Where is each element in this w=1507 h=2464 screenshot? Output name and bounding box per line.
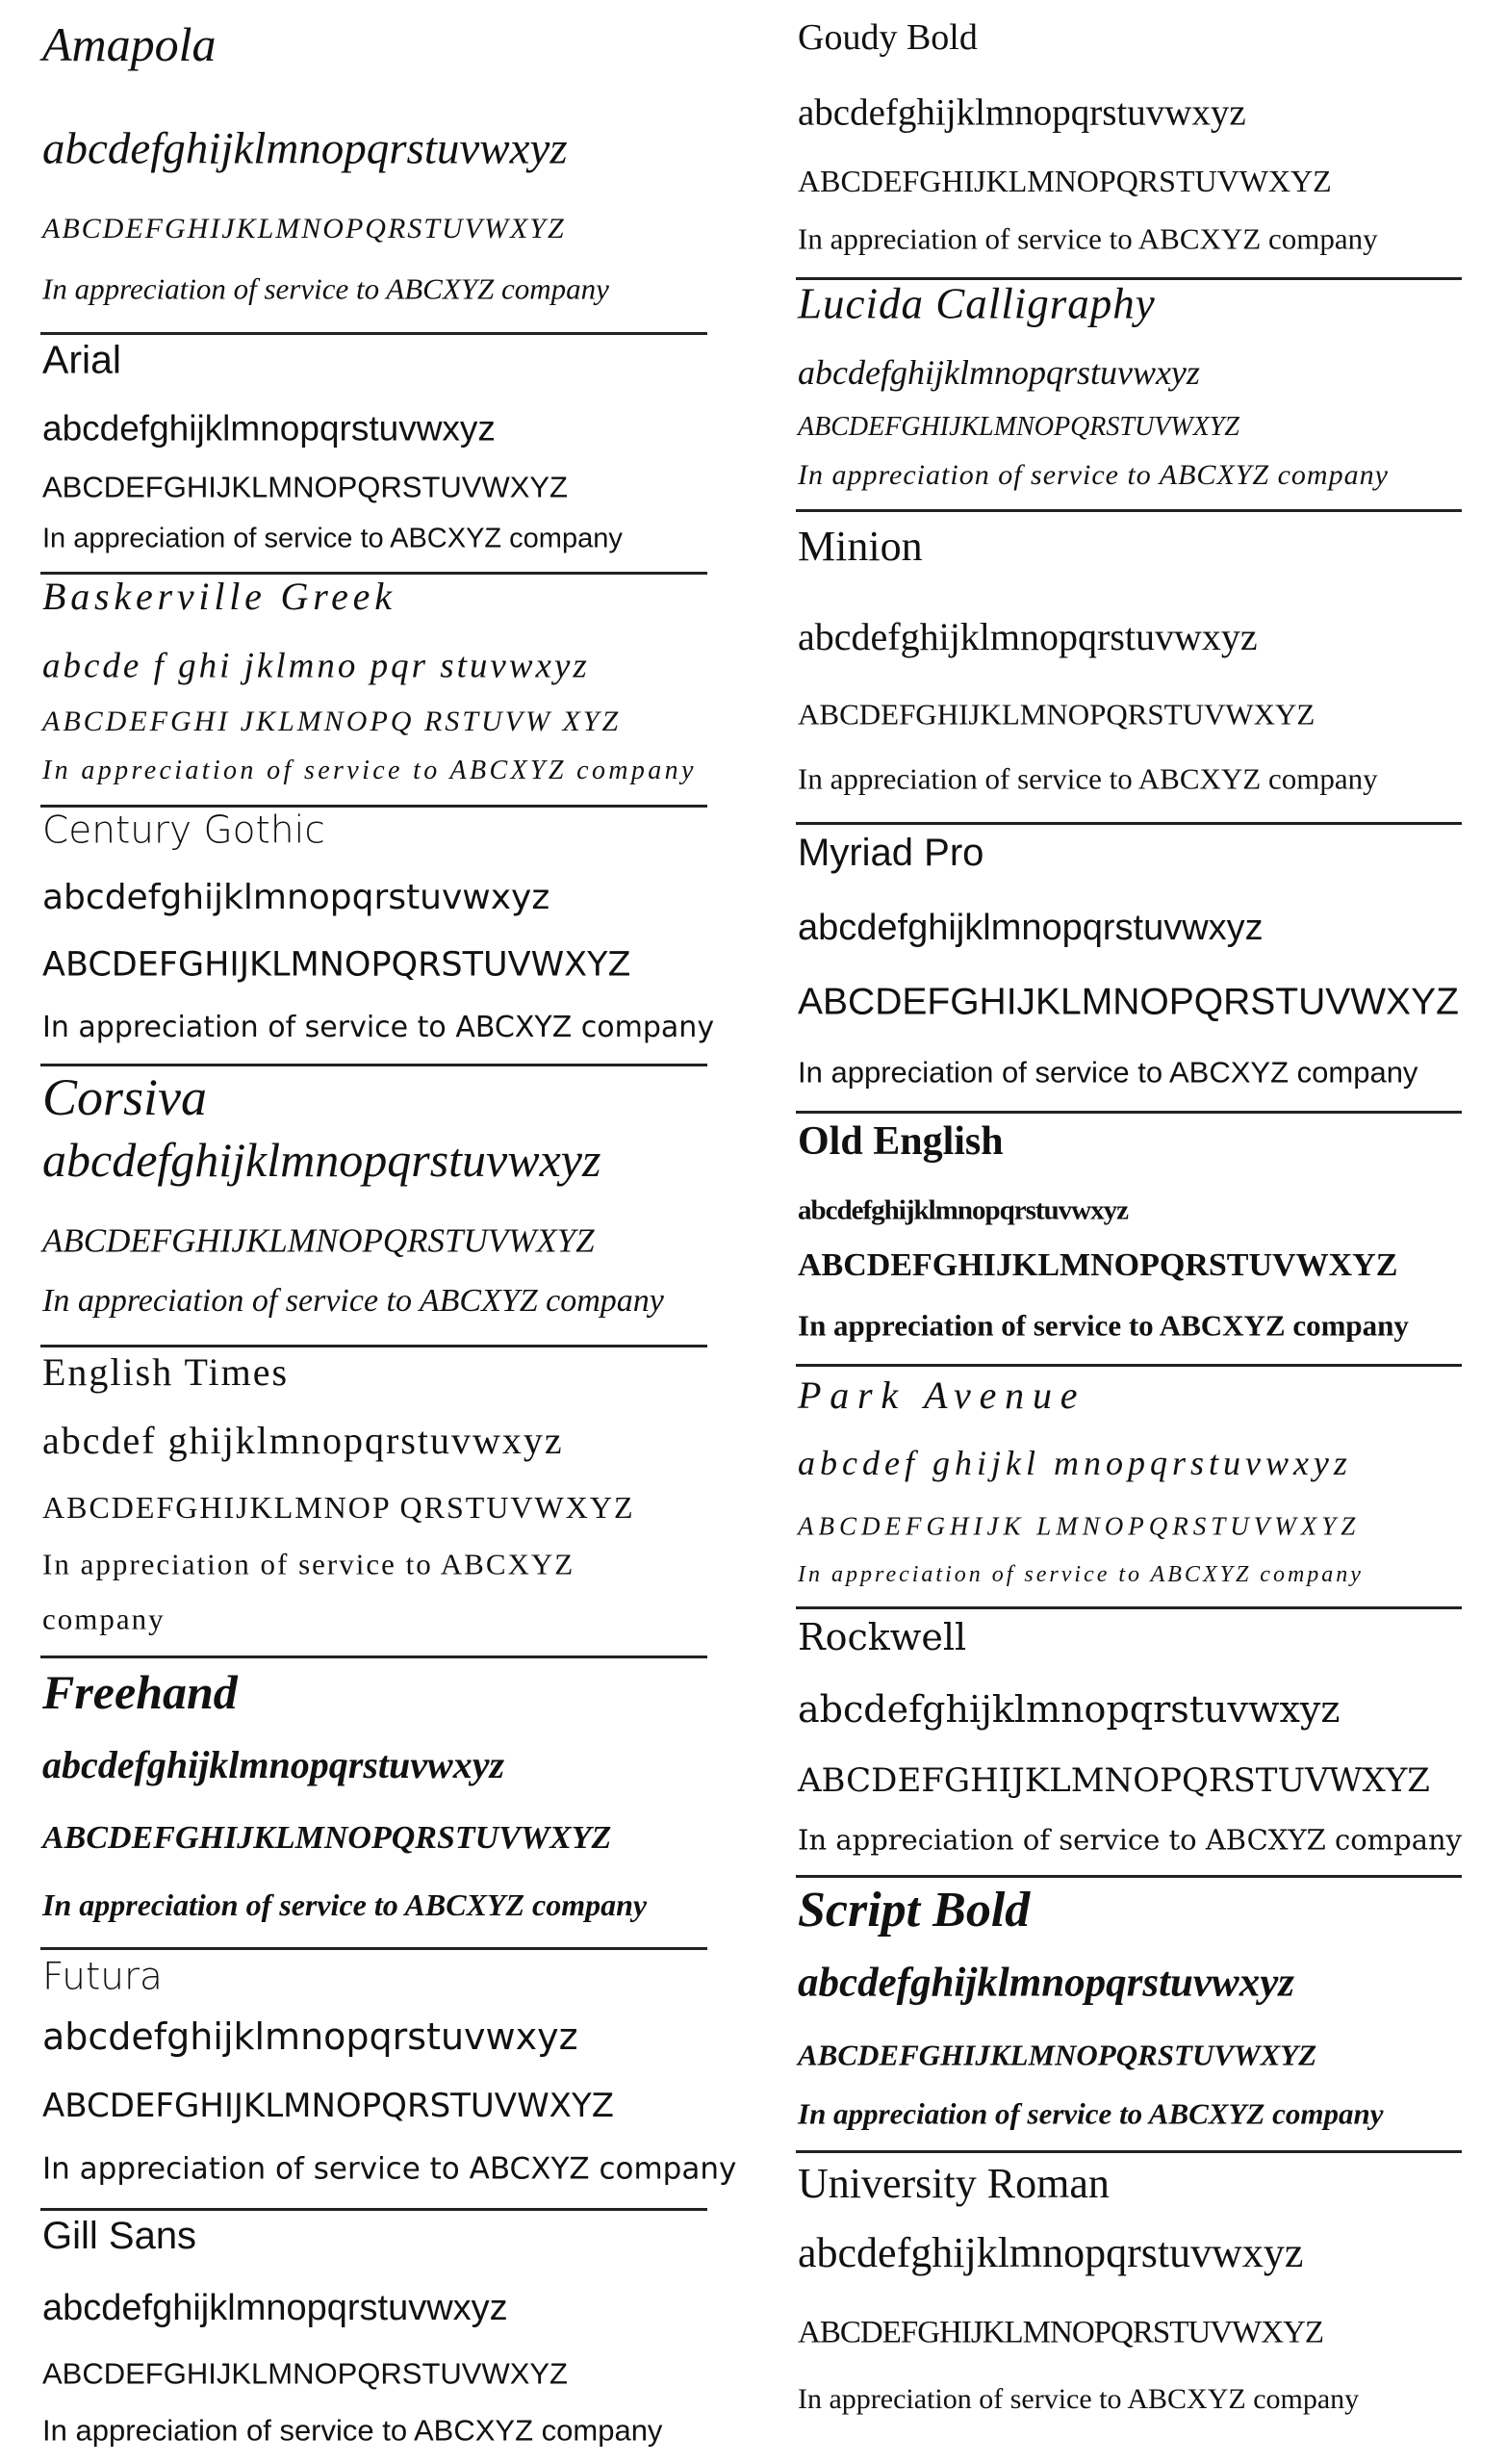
uppercase-sample: ABCDEFGHIJKLMNOPQRSTUVWXYZ (798, 2038, 1317, 2072)
uppercase-sample: ABCDEFGHI JKLMNOPQ RSTUVW XYZ (42, 706, 622, 737)
lowercase-sample: abcdef ghijkl mnopqrstuvwxyz (798, 1444, 1352, 1482)
uppercase-sample: ABCDEFGHIJKLMNOPQRSTUVWXYZ (42, 1820, 612, 1856)
sentence-sample: In appreciation of service to ABCXYZ company (798, 1308, 1409, 1343)
section-divider (796, 509, 1462, 512)
section-divider (40, 1064, 707, 1066)
font-name: Script Bold (798, 1883, 1031, 1938)
lowercase-sample: abcdefghijklmnopqrstuvwxyz (42, 1743, 505, 1786)
lowercase-sample: abcde f ghi jklmno pqr stuvwxyz (42, 646, 590, 686)
section-divider (796, 1111, 1462, 1114)
uppercase-sample: ABCDEFGHIJKLMNOPQRSTUVWXYZ (42, 2087, 615, 2125)
sentence-sample: In appreciation of service to ABCXYZ company (42, 2151, 737, 2187)
font-name: Century Gothic (42, 808, 325, 853)
uppercase-sample: ABCDEFGHIJKLMNOPQRSTUVWXYZ (798, 2315, 1324, 2350)
lowercase-sample: abcdefghijklmnopqrstuvwxyz (42, 123, 568, 174)
section-divider (40, 332, 707, 335)
font-name: Baskerville Greek (42, 575, 396, 618)
section-divider (796, 1364, 1462, 1367)
lowercase-sample: abcdefghijklmnopqrstuvwxyz (42, 1133, 601, 1187)
uppercase-sample: ABCDEFGHIJK LMNOPQRSTUVWXYZ (798, 1511, 1361, 1541)
section-divider (40, 805, 707, 808)
uppercase-sample: ABCDEFGHIJKLMNOP QRSTUVWXYZ (42, 1490, 635, 1525)
sentence-sample: In appreciation of service to ABCXYZ company (798, 2096, 1384, 2131)
section-divider (796, 1606, 1462, 1609)
uppercase-sample: ABCDEFGHIJKLMNOPQRSTUVWXYZ (42, 213, 566, 244)
lowercase-sample: abcdefghijklmnopqrstuvwxyz (798, 2229, 1304, 2276)
font-name: Corsiva (42, 1068, 208, 1126)
lowercase-sample: abcdef ghijklmnopqrstuvwxyz (42, 1419, 564, 1462)
font-name: University Roman (798, 2160, 1110, 2207)
font-name: Futura (42, 1955, 163, 1999)
font-name: Arial (42, 337, 122, 382)
sentence-sample: In appreciation of service to ABCXYZ company (42, 271, 609, 306)
lowercase-sample: abcdefghijklmnopqrstuvwxyz (42, 2288, 508, 2328)
section-divider (796, 822, 1462, 825)
section-divider (796, 2150, 1462, 2153)
uppercase-sample: ABCDEFGHIJKLMNOPQRSTUVWXYZ (42, 1221, 595, 1260)
sentence-sample: In appreciation of service to ABCXYZ company (42, 1283, 664, 1319)
lowercase-sample: abcdefghijklmnopqrstuvwxyz (798, 1960, 1295, 2006)
sentence-sample: In appreciation of service to ABCXYZ company (42, 756, 697, 785)
section-divider (40, 1947, 707, 1950)
uppercase-sample: ABCDEFGHIJKLMNOPQRSTUVWXYZ (798, 981, 1459, 1023)
sentence-sample: In appreciation of service to ABCXYZ company (42, 2413, 663, 2448)
font-name: Old English (798, 1119, 1004, 1164)
uppercase-sample: ABCDEFGHIJKLMNOPQRSTUVWXYZ (798, 1247, 1398, 1283)
uppercase-sample: ABCDEFGHIJKLMNOPQRSTUVWXYZ (42, 2356, 568, 2391)
font-name: Minion (798, 523, 923, 570)
section-divider (796, 1875, 1462, 1878)
sentence-sample: In appreciation of service to ABCXYZ company (798, 1823, 1463, 1857)
font-name: Goudy Bold (798, 17, 978, 58)
uppercase-sample: ABCDEFGHIJKLMNOPQRSTUVWXYZ (798, 1761, 1430, 1800)
font-name: Lucida Calligraphy (798, 279, 1156, 328)
lowercase-sample: abcdefghijklmnopqrstuvwxyz (42, 408, 496, 449)
sentence-sample: In appreciation of service to ABCXYZ company (798, 221, 1378, 256)
uppercase-sample: ABCDEFGHIJKLMNOPQRSTUVWXYZ (798, 412, 1239, 442)
lowercase-sample: abcdefghijklmnopqrstuvwxyz (42, 878, 550, 917)
lowercase-sample: abcdefghijklmnopqrstuvwxyz (798, 353, 1200, 392)
sentence-sample: In appreciation of service to ABCXYZ (42, 1547, 575, 1581)
lowercase-sample: abcdefghijklmnopqrstuvwxyz (798, 1194, 1128, 1226)
font-name: Freehand (42, 1665, 238, 1719)
lowercase-sample: abcdefghijklmnopqrstuvwxyz (798, 615, 1258, 658)
lowercase-sample: abcdefghijklmnopqrstuvwxyz (798, 1688, 1341, 1731)
sentence-sample: In appreciation of service to ABCXYZ company (798, 459, 1389, 491)
lowercase-sample: abcdefghijklmnopqrstuvwxyz (798, 91, 1246, 134)
font-name: Rockwell (798, 1616, 967, 1658)
sentence-sample: In appreciation of service to ABCXYZ company (798, 761, 1378, 796)
sentence-sample: In appreciation of service to ABCXYZ company (798, 1055, 1418, 1090)
lowercase-sample: abcdefghijklmnopqrstuvwxyz (42, 2015, 578, 2058)
sentence-sample: In appreciation of service to ABCXYZ company (798, 2383, 1360, 2415)
sentence-sample: In appreciation of service to ABCXYZ company (42, 523, 623, 554)
font-name: Park Avenue (798, 1373, 1086, 1417)
font-name: English Times (42, 1350, 290, 1394)
sentence-sample: In appreciation of service to ABCXYZ company (798, 1562, 1364, 1587)
uppercase-sample: ABCDEFGHIJKLMNOPQRSTUVWXYZ (42, 470, 568, 504)
font-name: Myriad Pro (798, 832, 984, 874)
lowercase-sample: abcdefghijklmnopqrstuvwxyz (798, 908, 1264, 948)
font-name: Gill Sans (42, 2215, 197, 2257)
font-name: Amapola (42, 17, 217, 71)
sentence-sample: In appreciation of service to ABCXYZ company (42, 1011, 715, 1044)
section-divider (40, 1345, 707, 1348)
sentence-sample-continued: company (42, 1602, 166, 1636)
section-divider (40, 1656, 707, 1658)
uppercase-sample: ABCDEFGHIJKLMNOPQRSTUVWXYZ (798, 164, 1332, 198)
uppercase-sample: ABCDEFGHIJKLMNOPQRSTUVWXYZ (42, 945, 631, 985)
sentence-sample: In appreciation of service to ABCXYZ company (42, 1887, 648, 1922)
uppercase-sample: ABCDEFGHIJKLMNOPQRSTUVWXYZ (798, 697, 1315, 732)
section-divider (40, 2208, 707, 2211)
